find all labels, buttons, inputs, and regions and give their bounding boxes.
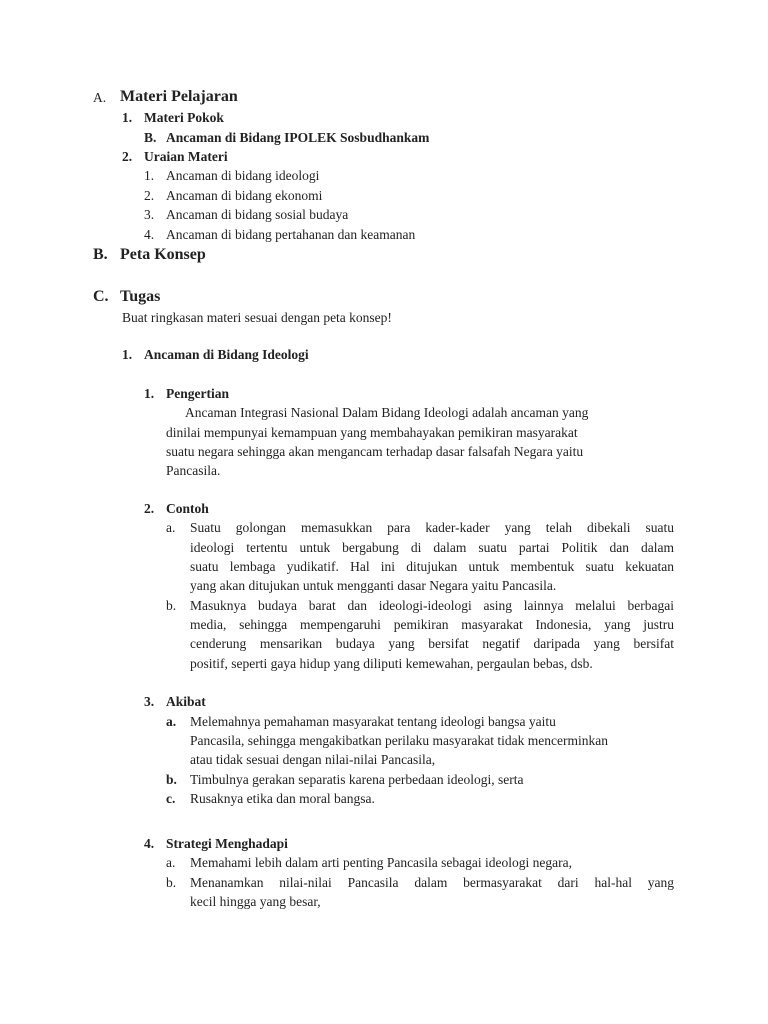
item-letter: a. [166, 714, 177, 729]
list-item: Ancaman di bidang pertahanan dan keamanan [166, 227, 416, 242]
subsection-title: Contoh [166, 501, 209, 516]
item-letter: b. [166, 772, 177, 787]
paragraph-line: Masuknya budaya barat dan ideologi-ideologi asing lainnya melalui berbagai [190, 598, 674, 613]
item-letter: a. [166, 520, 176, 535]
paragraph-line: Menanamkan nilai-nilai Pancasila dalam bermasyarakat dari hal-hal yang [190, 875, 674, 890]
list-number: 2. [144, 188, 155, 203]
list-number: 3. [144, 207, 155, 222]
item-letter: b. [166, 598, 177, 613]
section-c-title: Tugas [120, 288, 161, 305]
paragraph-line: atau tidak sesuai dengan nilai-nilai Pancasila, [190, 752, 436, 767]
paragraph-line: Rusaknya etika dan moral bangsa. [190, 791, 375, 806]
paragraph-line: media, sehingga mempengaruhi pemikiran masyarakat Indonesia, yang justru [190, 617, 674, 632]
item-letter: a. [166, 855, 176, 870]
paragraph-line: kecil hingga yang besar, [190, 894, 321, 909]
topic-title: Ancaman di Bidang Ideologi [144, 347, 309, 362]
paragraph-line: yang akan ditujukan untuk mengganti dasar Negara yaitu Pancasila. [190, 578, 557, 593]
subsection-number: 4. [144, 836, 155, 851]
paragraph-line: suatu lembaga yudikatif. Hal ini ditujukan untuk membentuk suatu kekuatan [190, 559, 674, 574]
subsection-number: 1. [144, 386, 155, 401]
section-a-letter: A. [93, 90, 107, 105]
section-b-title: Peta Konsep [120, 246, 206, 263]
task-instruction: Buat ringkasan materi sesuai dengan peta konsep! [122, 310, 392, 325]
subsection-title: Pengertian [166, 386, 229, 401]
paragraph-line: Pancasila, sehingga mengakibatkan perilaku masyarakat tidak mencerminkan [190, 733, 608, 748]
paragraph-line: ideologi tertentu untuk bergabung di dalam suatu partai Politik dan dalam [190, 540, 674, 555]
list-item: Uraian Materi [144, 149, 228, 164]
list-number: 2. [122, 149, 133, 164]
paragraph-line: Melemahnya pemahaman masyarakat tentang ideologi bangsa yaitu [190, 714, 556, 729]
paragraph-line: positif, seperti gaya hidup yang diliputi kemewahan, pergaulan bebas, dsb. [190, 656, 593, 671]
item-letter: b. [166, 875, 177, 890]
paragraph-line: Ancaman Integrasi Nasional Dalam Bidang Ideologi adalah ancaman yang [185, 405, 589, 420]
item-letter: c. [166, 791, 176, 806]
section-c-letter: C. [93, 288, 109, 305]
list-item: Ancaman di bidang ideologi [166, 168, 320, 183]
paragraph-line: Suatu golongan memasukkan para kader-kader yang telah dibekali suatu [190, 520, 674, 535]
list-number: B. [144, 130, 157, 145]
section-a-title: Materi Pelajaran [120, 88, 238, 105]
paragraph-line: dinilai mempunyai kemampuan yang membahayakan pemikiran masyarakat [166, 425, 578, 440]
list-item: Materi Pokok [144, 110, 224, 125]
list-number: 4. [144, 227, 155, 242]
list-number: 1. [144, 168, 155, 183]
paragraph-line: Memahami lebih dalam arti penting Pancasila sebagai ideologi negara, [190, 855, 572, 870]
list-item: Ancaman di Bidang IPOLEK Sosbudhankam [166, 130, 430, 145]
list-item: Ancaman di bidang ekonomi [166, 188, 323, 203]
subsection-number: 3. [144, 694, 155, 709]
topic-number: 1. [122, 347, 133, 362]
list-number: 1. [122, 110, 133, 125]
list-item: Ancaman di bidang sosial budaya [166, 207, 349, 222]
section-b-letter: B. [93, 246, 108, 263]
subsection-title: Strategi Menghadapi [166, 836, 288, 851]
subsection-number: 2. [144, 501, 155, 516]
paragraph-line: cenderung mensarikan budaya yang bersifat negatif daripada yang bersifat [190, 636, 674, 651]
subsection-title: Akibat [166, 694, 206, 709]
paragraph-line: suatu negara sehingga akan mengancam terhadap dasar falsafah Negara yaitu [166, 444, 584, 459]
paragraph-line: Pancasila. [166, 463, 221, 478]
paragraph-line: Timbulnya gerakan separatis karena perbedaan ideologi, serta [190, 772, 524, 787]
